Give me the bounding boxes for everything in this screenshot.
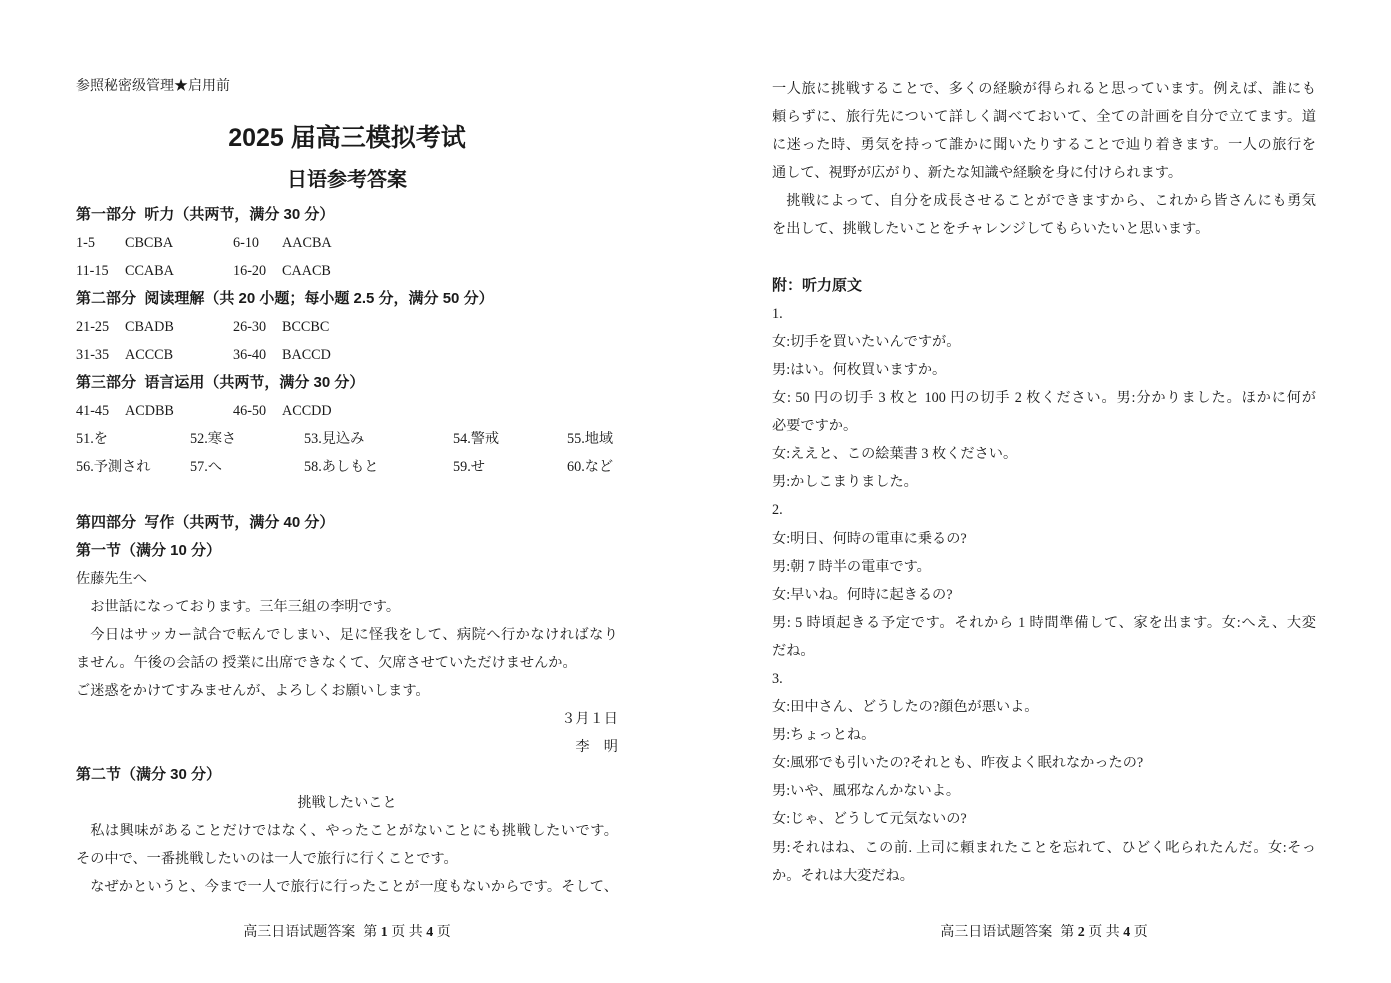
dialogue-line: 女:じゃ、どうして元気ないの? [772, 811, 967, 828]
letter-line: ません。午後の会話の 授業に出席できなくて、欠席させていただけませんか。 [76, 655, 577, 671]
footer-page-prefix: 第 [363, 925, 378, 940]
answer-key: CBADB [125, 319, 174, 335]
dialogue-line: 女:風邪でも引いたの?それとも、昨夜よく眠れなかったの? [772, 755, 1144, 772]
answer-row [76, 229, 618, 257]
footer-total-unit: 页 [436, 925, 451, 940]
fill-in-answer: 57.へ [190, 459, 222, 475]
letter-salutation: 佐藤先生へ [76, 571, 147, 587]
answer-row [76, 397, 618, 425]
part4-heading: 第四部分 写作（共两节，满分 40 分） [76, 514, 335, 531]
page-2-footer [772, 923, 1316, 943]
essay-line: 頼らずに、旅行先について詳しく調べておいて、全ての計画を自分で立てます。道 [772, 109, 1316, 126]
question-range: 11-15 [76, 263, 109, 279]
letter-line: お世話になっております。三年三組の李明です。 [90, 599, 401, 615]
page-1-footer [76, 923, 618, 943]
dialogue-number: 3. [772, 670, 783, 687]
essay-line: 通して、視野が広がり、新たな知識や経験を身に付けられます。 [772, 165, 1183, 182]
answer-key: CAACB [282, 263, 331, 279]
letter-signature: 李 明 [575, 739, 618, 755]
fill-in-answer: 54.警戒 [453, 431, 500, 447]
dialogue-line: 女:ええと、この絵葉書 3 枚ください。 [772, 446, 1018, 463]
confidentiality-label: 参照秘密级管理★启用前 [76, 79, 230, 94]
exam-subtitle: 日语参考答案 [287, 169, 407, 191]
dialogue-line: 男:ちょっとね。 [772, 727, 876, 744]
essay-line: その中で、一番挑戦したいのは一人で旅行に行くことです。 [76, 851, 458, 867]
essay-line: なぜかというと、今まで一人で旅行に行ったことが一度もないからです。そして、 [90, 879, 618, 895]
footer-page-number: 2 [1077, 925, 1085, 940]
essay-line: に迷った時、勇気を持って誰かに聞いたりすることで辿り着きます。一人の旅行を [772, 137, 1316, 154]
question-range: 36-40 [233, 347, 267, 363]
spacer [772, 244, 1316, 272]
footer-total-unit: 页 [1133, 925, 1148, 940]
dialogue-line: か。それは大変だね。 [772, 867, 914, 884]
fill-in-row [76, 425, 618, 453]
letter-line: ご迷惑をかけてすみませんが、よろしくお願いします。 [76, 683, 430, 699]
footer-label: 高三日语试题答案 [243, 925, 356, 940]
exam-title: 2025 届高三模拟考试 [228, 124, 466, 152]
dialogue-line: だね。 [772, 642, 815, 659]
answer-row [76, 313, 618, 341]
essay-line: 挑戦によって、自分を成長させることができますから、これから皆さんにも勇気 [786, 193, 1316, 210]
answer-key: BCCBC [282, 319, 330, 335]
part1-heading: 第一部分 听力（共两节，满分 30 分） [76, 206, 335, 223]
answer-key: ACCCB [125, 347, 174, 363]
fill-in-answer: 59.せ [453, 459, 485, 475]
letter-date: ３月１日 [561, 711, 618, 727]
footer-page-number: 1 [380, 925, 388, 940]
dialogue-line: 必要ですか。 [772, 418, 858, 435]
answer-key: CCABA [125, 263, 174, 279]
footer-total-prefix: 共 [408, 925, 423, 940]
dialogue-number: 1. [772, 305, 783, 322]
question-range: 46-50 [233, 403, 267, 419]
dialogue-line: 男:かしこまりました。 [772, 474, 918, 491]
dialogue-line: 女:田中さん、どうしたの?顔色が悪いよ。 [772, 699, 1039, 716]
fill-in-answer: 51.を [76, 431, 108, 447]
dialogue-line: 男:いや、風邪なんかないよ。 [772, 783, 961, 800]
essay-line: を出して、挑戦したいことをチャレンジしてもらいたいと思います。 [772, 221, 1210, 238]
letter-line: 今日はサッカー試合で転んでしまい、足に怪我をして、病院へ行かなければなり [90, 627, 618, 643]
dialogue-line: 女: 50 円の切手 3 枚と 100 円の切手 2 枚ください。男:分かりました。ほかに何が [772, 390, 1316, 407]
essay-line: 私は興味があることだけではなく、やったことがないことにも挑戦したいです。 [90, 823, 618, 839]
question-range: 31-35 [76, 347, 110, 363]
answer-key: ACDBB [125, 403, 174, 419]
footer-page-unit: 页 [391, 925, 406, 940]
fill-in-answer: 60.など [567, 459, 614, 475]
page-2-body [772, 75, 1316, 890]
answer-row [76, 257, 618, 285]
question-range: 16-20 [233, 263, 267, 279]
question-range: 41-45 [76, 403, 110, 419]
part3-heading: 第三部分 语言运用（共两节，满分 30 分） [76, 374, 365, 391]
footer-label: 高三日语试题答案 [940, 925, 1053, 940]
spacer [76, 481, 618, 509]
essay-line: 一人旅に挑戦することで、多くの経験が得られると思っています。例えば、誰にも [772, 81, 1316, 97]
dialogue-line: 男:朝 7 時半の電車です。 [772, 558, 931, 575]
footer-total-pages: 4 [426, 925, 434, 940]
dialogue-line: 女:早いね。何時に起きるの? [772, 586, 953, 603]
question-range: 26-30 [233, 319, 267, 335]
fill-in-row [76, 453, 618, 481]
dialogue-line: 男:それはね、この前. 上司に頼まれたことを忘れて、ひどく叱られたんだ。女:そっ [772, 839, 1316, 856]
question-range: 6-10 [233, 235, 260, 251]
dialogue-number: 2. [772, 502, 783, 519]
appendix-heading: 附：听力原文 [772, 276, 863, 294]
page-1-body [76, 201, 618, 901]
question-range: 21-25 [76, 319, 110, 335]
part2-heading: 第二部分 阅读理解（共 20 小题；每小题 2.5 分，满分 50 分） [76, 290, 494, 307]
page-1 [76, 0, 618, 983]
essay-title: 挑戦したいこと [297, 795, 397, 811]
fill-in-answer: 52.寒さ [190, 431, 237, 447]
footer-page-unit: 页 [1088, 925, 1103, 940]
answer-row [76, 341, 618, 369]
fill-in-answer: 56.予測され [76, 459, 151, 475]
dialogue-line: 男: 5 時頃起きる予定です。それから 1 時間準備して、家を出ます。女:へえ、大変 [772, 614, 1316, 631]
answer-key: ACCDD [282, 403, 332, 419]
footer-page-prefix: 第 [1060, 925, 1075, 940]
dialogue-line: 女:切手を買いたいんですが。 [772, 333, 961, 350]
section2-heading: 第二节（满分 30 分） [76, 766, 222, 783]
fill-in-answer: 55.地域 [567, 431, 614, 447]
question-range: 1-5 [76, 235, 95, 251]
fill-in-answer: 53.見込み [304, 431, 365, 447]
answer-key: BACCD [282, 347, 331, 363]
dialogue-line: 男:はい。何枚買いますか。 [772, 361, 947, 378]
answer-key: CBCBA [125, 235, 174, 251]
fill-in-answer: 58.あしもと [304, 459, 379, 475]
section1-heading: 第一节（满分 10 分） [76, 542, 222, 559]
footer-total-prefix: 共 [1105, 925, 1120, 940]
answer-key: AACBA [282, 235, 332, 251]
dialogue-line: 女:明日、何時の電車に乗るの? [772, 530, 967, 547]
footer-total-pages: 4 [1123, 925, 1131, 940]
page-2 [772, 0, 1316, 983]
